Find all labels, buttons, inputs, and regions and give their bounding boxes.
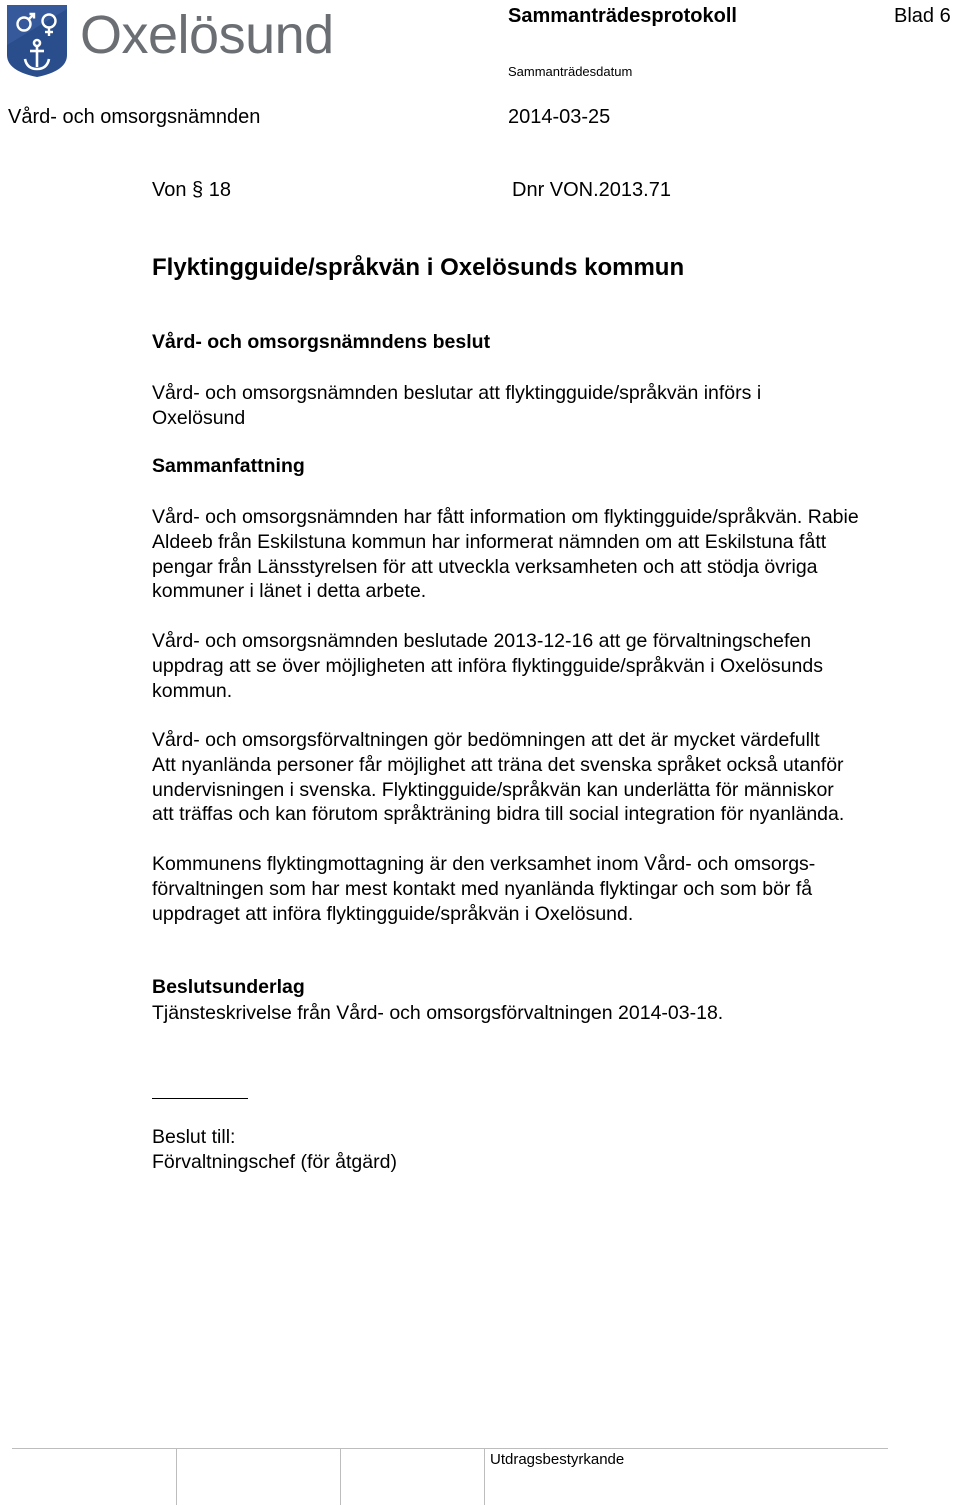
- text-line: kommuner i länet i detta arbete.: [152, 580, 427, 603]
- meeting-date-label: Sammanträdesdatum: [508, 64, 633, 79]
- text-line: Att nyanlända personer får möjlighet att träna det svenska språket också utanför: [152, 753, 844, 776]
- basis-text: Tjänsteskrivelse från Vård- och omsorgsförvaltningen 2014-03-18.: [152, 1002, 724, 1024]
- distribution-label: Beslut till:: [152, 1126, 236, 1148]
- page-title: Flyktingguide/språkvän i Oxelösunds kommun: [152, 254, 685, 281]
- certification-label: Utdragsbestyrkande: [490, 1451, 625, 1468]
- text-line: Vård- och omsorgsnämnden beslutade 2013-12-16 att ge förvaltningschefen: [152, 630, 812, 652]
- signature-box-divider: [484, 1449, 485, 1505]
- meeting-date: 2014-03-25: [508, 106, 611, 128]
- page-number: Blad 6: [894, 5, 951, 27]
- separator-line: [152, 1098, 248, 1099]
- text-line: uppdrag att se över möjligheten att införa flyktingguide/språkvän i Oxelösunds: [152, 654, 823, 677]
- distribution-recipient: Förvaltningschef (för åtgärd): [152, 1151, 397, 1173]
- summary-paragraph: [152, 728, 844, 827]
- decision-text: [152, 381, 761, 431]
- footer-rule: [12, 1448, 888, 1449]
- text-line: pengar från Länsstyrelsen för att utveckla verksamheten och att stödja övriga: [152, 555, 818, 578]
- summary-heading: Sammanfattning: [152, 455, 305, 477]
- text-line: uppdraget att införa flyktingguide/språkvän i Oxelösund.: [152, 902, 634, 925]
- oxelosund-crest-logo: [5, 3, 69, 79]
- text-line: undervisningen i svenska. Flyktingguide/språkvän kan underlätta för människor: [152, 778, 834, 801]
- text-line: förvaltningen som har mest kontakt med nyanlända flyktingar och som bör få: [152, 877, 813, 900]
- signature-box-divider: [176, 1449, 177, 1505]
- text-line: Oxelösund: [152, 406, 246, 429]
- brand-wordmark: Oxelösund: [80, 5, 334, 65]
- text-line: Vård- och omsorgsnämnden har fått information om flyktingguide/språkvän. Rabie: [152, 506, 859, 528]
- basis-heading: Beslutsunderlag: [152, 976, 305, 998]
- signature-box-divider: [340, 1449, 341, 1505]
- text-line: kommun.: [152, 679, 233, 702]
- summary-paragraph: [152, 505, 859, 604]
- document-type: Sammanträdesprotokoll: [508, 5, 737, 27]
- case-number: Dnr VON.2013.71: [512, 179, 671, 201]
- decision-heading: Vård- och omsorgsnämndens beslut: [152, 331, 491, 353]
- text-line: Vård- och omsorgsförvaltningen gör bedömningen att det är mycket värdefullt: [152, 729, 820, 751]
- committee-name: Vård- och omsorgsnämnden: [8, 106, 261, 128]
- summary-paragraph: [152, 629, 823, 703]
- text-line: Vård- och omsorgsnämnden beslutar att flyktingguide/språkvän införs i: [152, 382, 762, 404]
- text-line: att träffas och kan förutom språkträning bidra till social integration för nyanlända.: [152, 803, 845, 826]
- text-line: Kommunens flyktingmottagning är den verksamhet inom Vård- och omsorgs-: [152, 853, 816, 875]
- summary-paragraph: [152, 852, 815, 926]
- section-number: Von § 18: [152, 179, 231, 201]
- text-line: Aldeeb från Eskilstuna kommun har informerat nämnden om att Eskilstuna fått: [152, 530, 827, 553]
